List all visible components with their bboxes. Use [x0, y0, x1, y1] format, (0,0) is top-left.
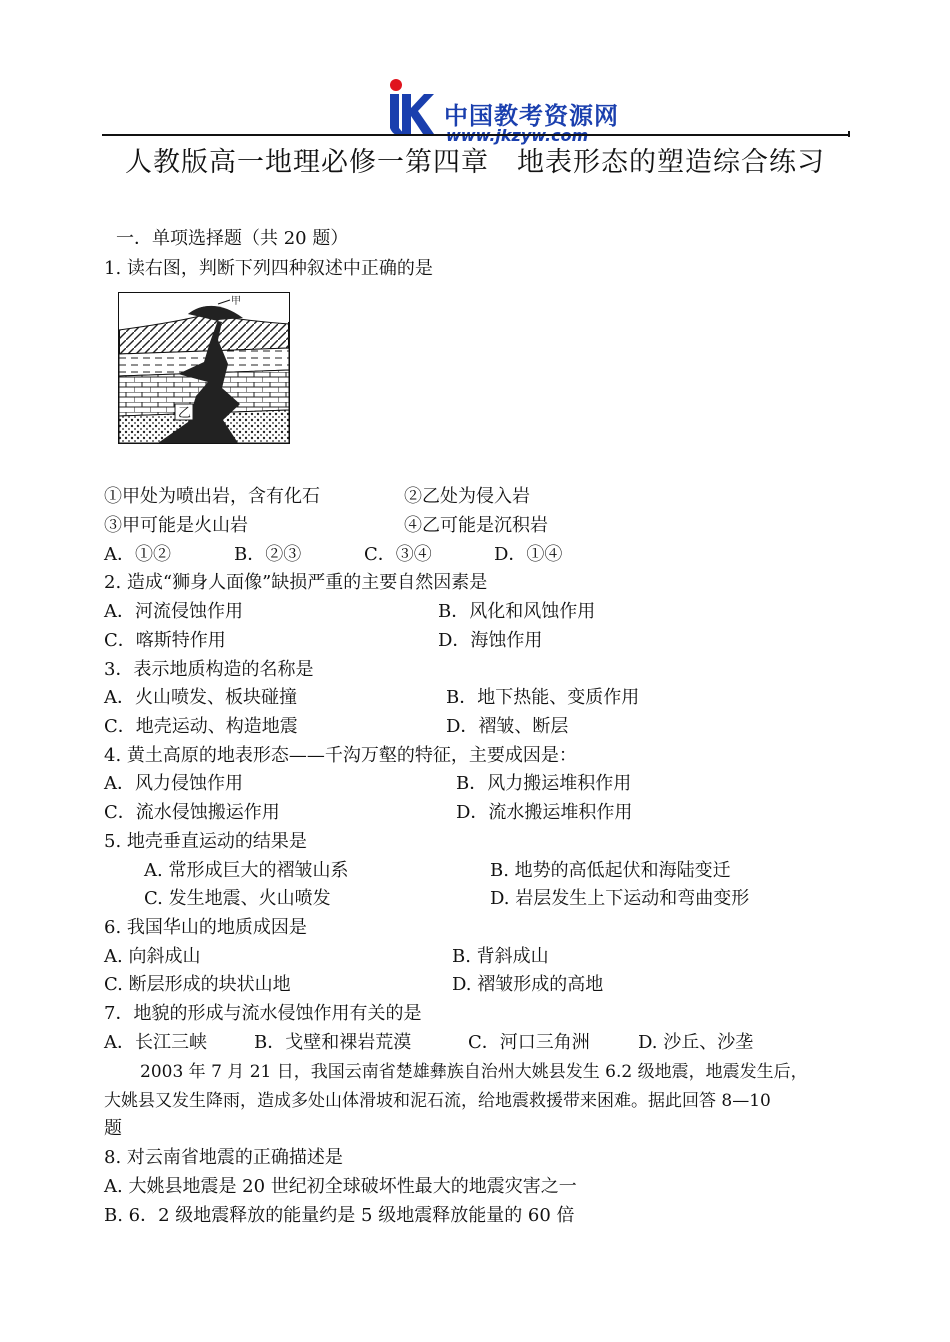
- q7-option-c[interactable]: C．河口三角洲: [468, 1032, 590, 1053]
- q2-option-a[interactable]: A．河流侵蚀作用: [104, 601, 243, 622]
- q1-geology-figure: [118, 292, 290, 444]
- q7-option-d[interactable]: D. 沙丘、沙垄: [638, 1032, 754, 1053]
- q2-stem: 2. 造成“狮身人面像”缺损严重的主要自然因素是: [104, 572, 488, 593]
- q8-option-b[interactable]: B. 6．2 级地震释放的能量约是 5 级地震释放能量的 60 倍: [104, 1205, 575, 1226]
- q7-option-a[interactable]: A．长江三峡: [104, 1032, 207, 1053]
- q4-option-d[interactable]: D．流水搬运堆积作用: [456, 802, 633, 823]
- figure-label-yi: 乙: [178, 406, 192, 421]
- passage-line-2: 大姚县又发生降雨，造成多处山体滑坡和泥石流，给地震救援带来困难。据此回答 8—10: [104, 1091, 771, 1111]
- q1-statement-3: ③甲可能是火山岩: [104, 515, 248, 536]
- figure-label-jia: 甲: [231, 296, 241, 307]
- q6-stem: 6. 我国华山的地质成因是: [104, 917, 307, 938]
- q1-option-d[interactable]: D．①④: [494, 544, 563, 565]
- q5-option-a[interactable]: A. 常形成巨大的褶皱山系: [144, 860, 349, 881]
- q1-option-c[interactable]: C．③④: [364, 544, 432, 565]
- header-rule: [102, 134, 850, 136]
- q3-option-d[interactable]: D．褶皱、断层: [446, 716, 569, 737]
- q3-stem: 3．表示地质构造的名称是: [104, 659, 314, 680]
- q4-stem: 4. 黄土高原的地表形态——千沟万壑的特征，主要成因是：: [104, 745, 577, 766]
- q3-option-a[interactable]: A．火山喷发、板块碰撞: [104, 687, 297, 708]
- q1-statement-2: ②乙处为侵入岩: [404, 486, 530, 507]
- q5-option-d[interactable]: D. 岩层发生上下运动和弯曲变形: [490, 888, 750, 909]
- passage-line-1: 2003 年 7 月 21 日，我国云南省楚雄彝族自治州大姚县发生 6.2 级地震，地震发生后，: [140, 1062, 808, 1082]
- q5-option-c[interactable]: C. 发生地震、火山喷发: [144, 888, 331, 909]
- q8-option-a[interactable]: A. 大姚县地震是 20 世纪初全球破坏性最大的地震灾害之一: [104, 1176, 577, 1197]
- header-rule-end: [848, 131, 850, 137]
- section-heading: 一．单项选择题（共 20 题）: [116, 228, 349, 249]
- q2-option-d[interactable]: D．海蚀作用: [438, 630, 543, 651]
- q3-option-c[interactable]: C．地壳运动、构造地震: [104, 716, 298, 737]
- q4-option-c[interactable]: C．流水侵蚀搬运作用: [104, 802, 280, 823]
- q7-option-b[interactable]: B．戈壁和裸岩荒漠: [254, 1032, 412, 1053]
- q4-option-a[interactable]: A．风力侵蚀作用: [104, 773, 243, 794]
- q8-stem: 8. 对云南省地震的正确描述是: [104, 1147, 343, 1168]
- q1-statement-4: ④乙可能是沉积岩: [404, 515, 548, 536]
- jk-logo-icon: [384, 78, 436, 142]
- passage-line-3: 题: [104, 1118, 122, 1139]
- q7-stem: 7．地貌的形成与流水侵蚀作用有关的是: [104, 1003, 422, 1024]
- q6-option-b[interactable]: B. 背斜成山: [452, 946, 549, 967]
- logo-site-name: 中国教考资源网: [444, 102, 619, 130]
- q2-option-c[interactable]: C．喀斯特作用: [104, 630, 226, 651]
- q1-option-b[interactable]: B．②③: [234, 544, 302, 565]
- q2-option-b[interactable]: B．风化和风蚀作用: [438, 601, 596, 622]
- q6-option-d[interactable]: D. 褶皱形成的高地: [452, 974, 604, 995]
- q5-stem: 5. 地壳垂直运动的结果是: [104, 831, 307, 852]
- q6-option-c[interactable]: C. 断层形成的块状山地: [104, 974, 291, 995]
- q5-option-b[interactable]: B. 地势的高低起伏和海陆变迁: [490, 860, 731, 881]
- q3-option-b[interactable]: B．地下热能、变质作用: [446, 687, 640, 708]
- q1-option-a[interactable]: A．①②: [104, 544, 171, 565]
- site-logo[interactable]: [384, 78, 624, 148]
- q6-option-a[interactable]: A. 向斜成山: [104, 946, 201, 967]
- q4-option-b[interactable]: B．风力搬运堆积作用: [456, 773, 632, 794]
- q1-stem: 1. 读右图，判断下列四种叙述中正确的是: [104, 258, 433, 279]
- q1-statement-1: ①甲处为喷出岩，含有化石: [104, 486, 320, 507]
- page-title: 人教版高一地理必修一第四章 地表形态的塑造综合练习: [125, 147, 825, 178]
